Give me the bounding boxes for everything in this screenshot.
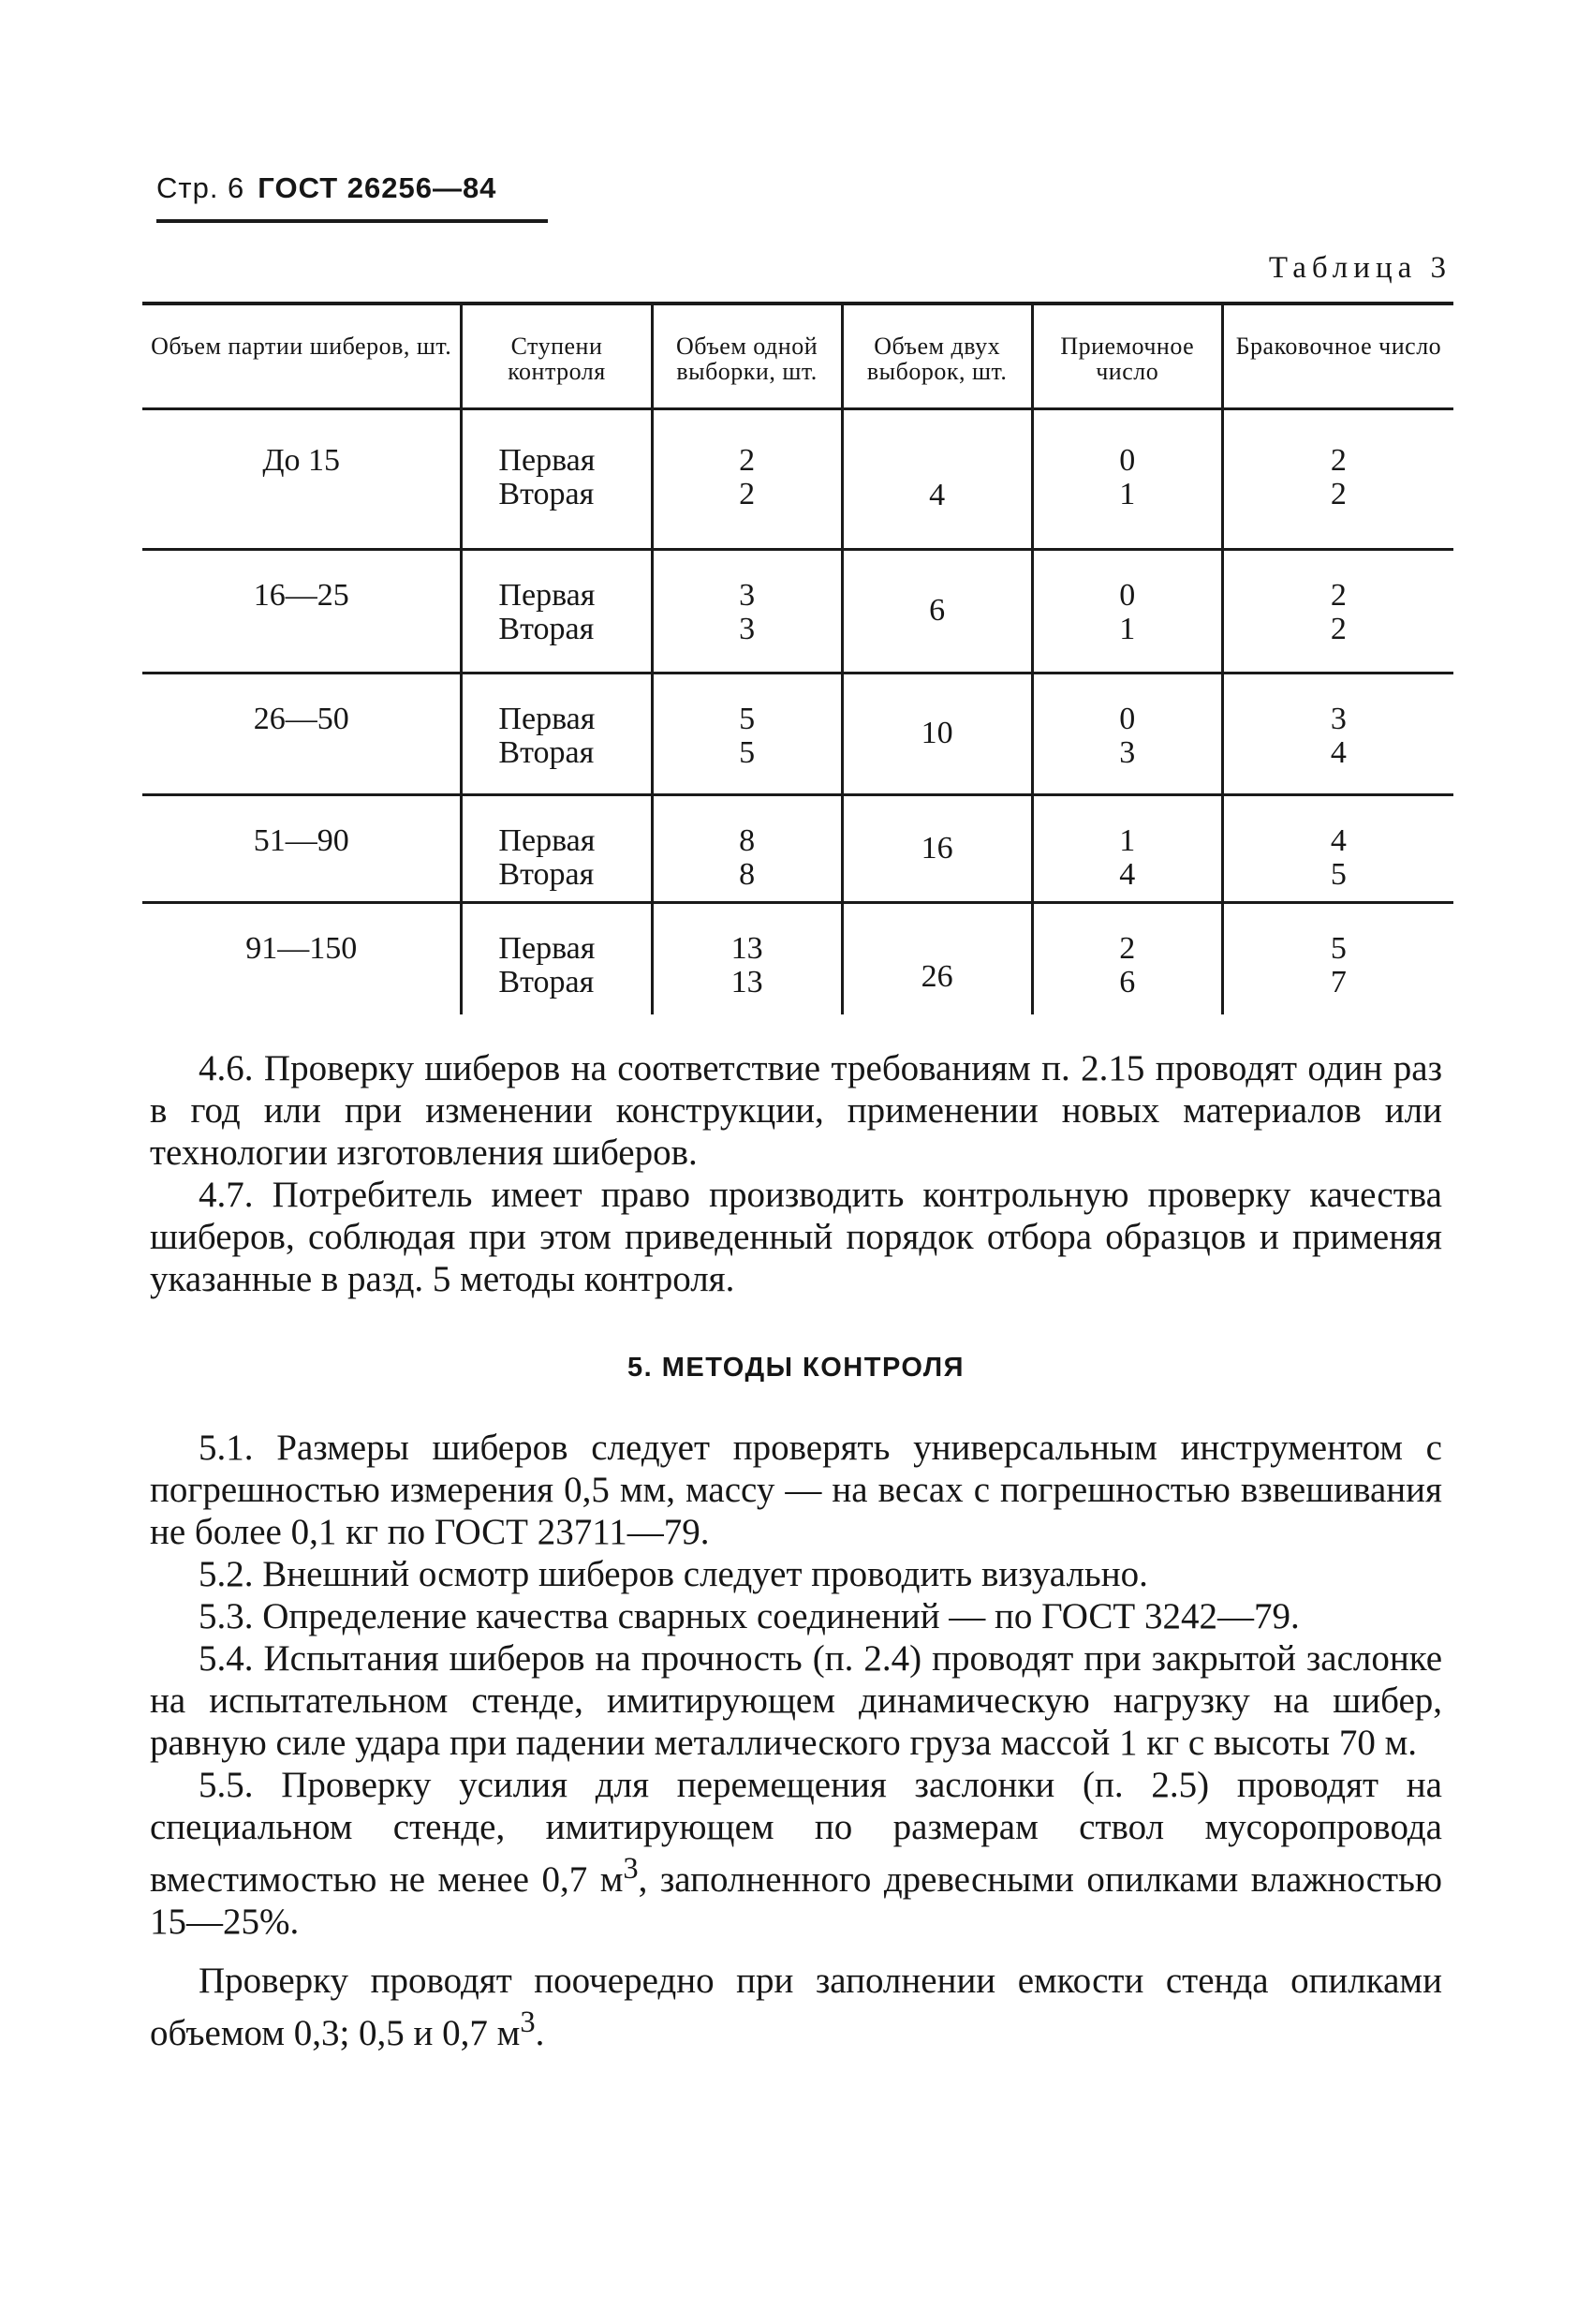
lot-size-cell: 91—150: [142, 902, 462, 1014]
running-head: [156, 171, 496, 205]
two-samples-cell: 26: [842, 902, 1032, 1014]
rejection-number-cell: 2 2: [1222, 549, 1453, 673]
two-samples-cell: 16: [842, 794, 1032, 902]
lot-size-cell: 26—50: [142, 673, 462, 794]
paragraph-5-5: 5.5. Проверку усилия для перемещения заслонки (п. 2.5) проводят на специальном стенде, имитирующем по размерам ствол мусоропровода вместимостью не менее 0,7 $м^3$, заполненного древесными опилками влажностью 15—25%.: [150, 1765, 1443, 1942]
paragraph-4-7: 4.7. Потребитель имеет право производить контрольную проверку качества шиберов, соблюдая при этом приведенный порядок отбора образцов и применяя указанные в разд. 5 методы контроля.: [150, 1175, 1442, 1299]
control-stage-cell: Первая Вторая: [462, 408, 652, 549]
paragraph-5-3: 5.3. Определение качества сварных соединений — по ГОСТ 3242—79.: [199, 1596, 1300, 1636]
table-header-row: [142, 303, 1453, 408]
standard-number: ГОСТ 26256—84: [258, 171, 497, 204]
control-stage-cell: Первая Вторая: [462, 549, 652, 673]
table-row: [142, 408, 1453, 549]
table-row: [142, 794, 1453, 902]
lot-size-cell: 51—90: [142, 794, 462, 902]
column-header: Объем партии шиберов, шт.: [142, 303, 462, 408]
paragraph-4-6: 4.6. Проверку шиберов на соответствие требованиям п. 2.15 проводят один раз в год или при изменении конструкции, применении новых материалов или технологии изготовления шиберов.: [150, 1048, 1442, 1173]
column-header: Объем двух выборок, шт.: [842, 303, 1032, 408]
rejection-number-cell: 5 7: [1222, 902, 1453, 1014]
rejection-number-cell: 4 5: [1222, 794, 1453, 902]
header-rule: [156, 219, 548, 223]
lot-size-cell: 16—25: [142, 549, 462, 673]
rejection-number-cell: 2 2: [1222, 408, 1453, 549]
acceptance-number-cell: 2 6: [1032, 902, 1222, 1014]
control-stage-cell: Первая Вторая: [462, 794, 652, 902]
table-caption: Таблица 3: [1268, 251, 1452, 285]
paragraph-5-1: 5.1. Размеры шиберов следует проверять универсальным инструментом с погрешностью измерения 0,5 мм, массу — на весах с погрешностью взвешивания не более 0,1 кг по ГОСТ 23711—79.: [150, 1428, 1442, 1552]
one-sample-cell: 5 5: [652, 673, 842, 794]
one-sample-cell: 3 3: [652, 549, 842, 673]
section-heading: 5. МЕТОДЫ КОНТРОЛЯ: [627, 1353, 965, 1383]
two-samples-cell: 4: [842, 408, 1032, 549]
sampling-table: [142, 302, 1453, 1014]
control-stage-cell: Первая Вторая: [462, 902, 652, 1014]
acceptance-number-cell: 0 1: [1032, 408, 1222, 549]
acceptance-number-cell: 1 4: [1032, 794, 1222, 902]
table-row: [142, 673, 1453, 794]
table-row: [142, 902, 1453, 1014]
two-samples-cell: 10: [842, 673, 1032, 794]
paragraph-5-4: 5.4. Испытания шиберов на прочность (п. 2.4) проводят при закрытой заслонке на испытательном стенде, имитирующем динамическую нагрузку на шибер, равную силе удара при падении металлического груза массой 1 кг с высоты 70 м.: [150, 1638, 1442, 1763]
acceptance-number-cell: 0 1: [1032, 549, 1222, 673]
paragraph-5-5-continued: Проверку проводят поочередно при заполнении емкости стенда опилками объемом 0,3; 0,5 и 0,7 $м^3$.: [150, 1961, 1442, 2053]
column-header: Приемочное число: [1032, 303, 1222, 408]
one-sample-cell: 13 13: [652, 902, 842, 1014]
body-text: [150, 1047, 1442, 2054]
rejection-number-cell: 3 4: [1222, 673, 1453, 794]
paragraph-5-2: 5.2. Внешний осмотр шиберов следует проводить визуально.: [199, 1554, 1148, 1594]
table-row: [142, 549, 1453, 673]
two-samples-cell: 6: [842, 549, 1032, 673]
control-stage-cell: Первая Вторая: [462, 673, 652, 794]
lot-size-cell: До 15: [262, 442, 341, 478]
one-sample-cell: 8 8: [652, 794, 842, 902]
column-header: Браковочное число: [1222, 303, 1453, 408]
page-number: Стр. 6: [156, 171, 245, 204]
column-header: Объем одной выборки, шт.: [652, 303, 842, 408]
acceptance-number-cell: 0 3: [1032, 673, 1222, 794]
column-header: Ступени контроля: [462, 303, 652, 408]
one-sample-cell: 2 2: [652, 408, 842, 549]
